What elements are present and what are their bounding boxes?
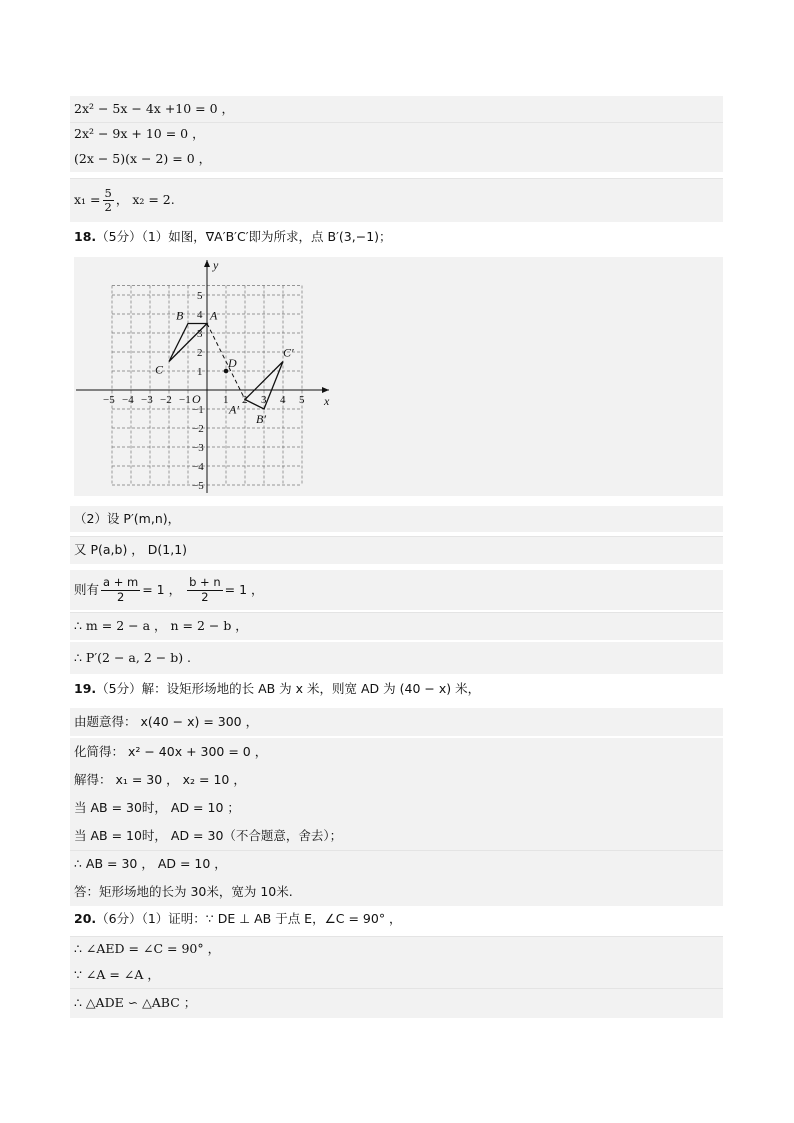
x-tick-label: 3 bbox=[261, 394, 267, 406]
q19-line-6: ∴ AB = 30 ， AD = 10 ， bbox=[70, 850, 723, 878]
q17-step-2: 2x² − 9x + 10 = 0 ， bbox=[70, 122, 723, 146]
x-tick-label: −1 bbox=[179, 394, 191, 406]
fraction-a-plus-m: $\frac{a + m}{2}$ bbox=[103, 575, 139, 604]
y-tick-label: −5 bbox=[192, 480, 204, 492]
x-tick-label: −2 bbox=[160, 394, 172, 406]
q20-line-2: ∵ ∠A = ∠A ， bbox=[70, 962, 723, 988]
q18-part2-set: （2）设 P′(m,n)， bbox=[70, 506, 723, 532]
q17-step-1: 2x² − 5x − 4x +10 = 0 ， bbox=[70, 96, 723, 122]
y-tick-label: 5 bbox=[197, 290, 203, 302]
y-axis-arrow bbox=[204, 260, 210, 267]
y-tick-label: −2 bbox=[192, 423, 204, 435]
point-label: C′ bbox=[283, 345, 294, 360]
x-tick-label: −5 bbox=[103, 394, 115, 406]
x-axis-label: x bbox=[324, 394, 330, 408]
y-tick-label: 1 bbox=[197, 366, 203, 378]
q19-line-3: 解得： x₁ = 30 ， x₂ = 10 ， bbox=[70, 766, 723, 794]
q20-heading: 20. （6分）（1）证明：∵ DE ⊥ AB 于点 E，∠C = 90° ， bbox=[70, 908, 723, 930]
y-tick-label: −4 bbox=[192, 461, 204, 473]
q19-answer: 答：矩形场地的长为 30米，宽为 10米. bbox=[70, 878, 723, 906]
q18-part2-result: ∴ P′(2 − a, 2 − b) . bbox=[70, 642, 723, 674]
q17-step-3: (2x − 5)(x − 2) = 0 ， bbox=[70, 146, 723, 172]
graph-svg bbox=[74, 257, 336, 496]
y-tick-label: 2 bbox=[197, 347, 203, 359]
q20-line-1: ∴ ∠AED = ∠C = 90° ， bbox=[70, 936, 723, 962]
y-tick-label: 3 bbox=[197, 328, 203, 340]
x-tick-label: 1 bbox=[223, 394, 229, 406]
origin-label: O bbox=[192, 392, 201, 406]
fraction-five-halves: $\frac{5}{2}$ bbox=[104, 185, 112, 214]
y-tick-label: 4 bbox=[197, 309, 203, 321]
x-tick-label: 2 bbox=[242, 394, 248, 406]
graph-row-background bbox=[336, 257, 723, 496]
point-label: A bbox=[210, 308, 218, 323]
q17-step-4: x₁ = $\frac{5}{2}$ ， x₂ = 2. bbox=[70, 178, 723, 222]
y-axis-label: y bbox=[213, 258, 219, 272]
q20-line-3: ∴ △ADE ∽ △ABC ； bbox=[70, 988, 723, 1018]
x-axis-arrow bbox=[322, 387, 329, 393]
coordinate-graph bbox=[74, 257, 336, 496]
point-label: B′ bbox=[256, 412, 266, 426]
x-tick-label: −3 bbox=[141, 394, 153, 406]
q19-heading: 19. （5分）解：设矩形场地的长 AB 为 x 米，则宽 AD 为 (40 − x) 米， bbox=[70, 678, 723, 700]
q18-part2-solve: ∴ m = 2 − a ， n = 2 − b ， bbox=[70, 612, 723, 640]
q18-part2-given: 又 P(a,b) ， D(1,1) bbox=[70, 536, 723, 564]
q19-line-5: 当 AB = 10时， AD = 30（不合题意，舍去）； bbox=[70, 822, 723, 850]
x-tick-label: −4 bbox=[122, 394, 134, 406]
y-tick-label: −3 bbox=[192, 442, 204, 454]
point-label: C bbox=[155, 362, 164, 377]
q18-part2-then: 则有 $\frac{a + m}{2}$ = 1 ， $\frac{b + n}{2}$ = 1 ， bbox=[70, 570, 723, 610]
point-label: A′ bbox=[229, 402, 239, 417]
q19-line-2: 化简得： x² − 40x + 300 = 0 ， bbox=[70, 738, 723, 766]
point-label: B bbox=[176, 308, 184, 323]
x-tick-label: 4 bbox=[280, 394, 286, 406]
x-tick-label: 5 bbox=[299, 394, 305, 406]
y-tick-label: −1 bbox=[192, 404, 204, 416]
q19-line-1: 由题意得： x(40 − x) = 300 ， bbox=[70, 708, 723, 736]
fraction-b-plus-n: $\frac{b + n}{2}$ bbox=[189, 575, 221, 604]
q19-line-4: 当 AB = 30时， AD = 10 ； bbox=[70, 794, 723, 822]
q18-heading: 18. （5分）（1）如图，∇A′B′C′即为所求，点 B′(3,−1)； bbox=[70, 226, 723, 248]
point-label: D bbox=[228, 356, 237, 370]
